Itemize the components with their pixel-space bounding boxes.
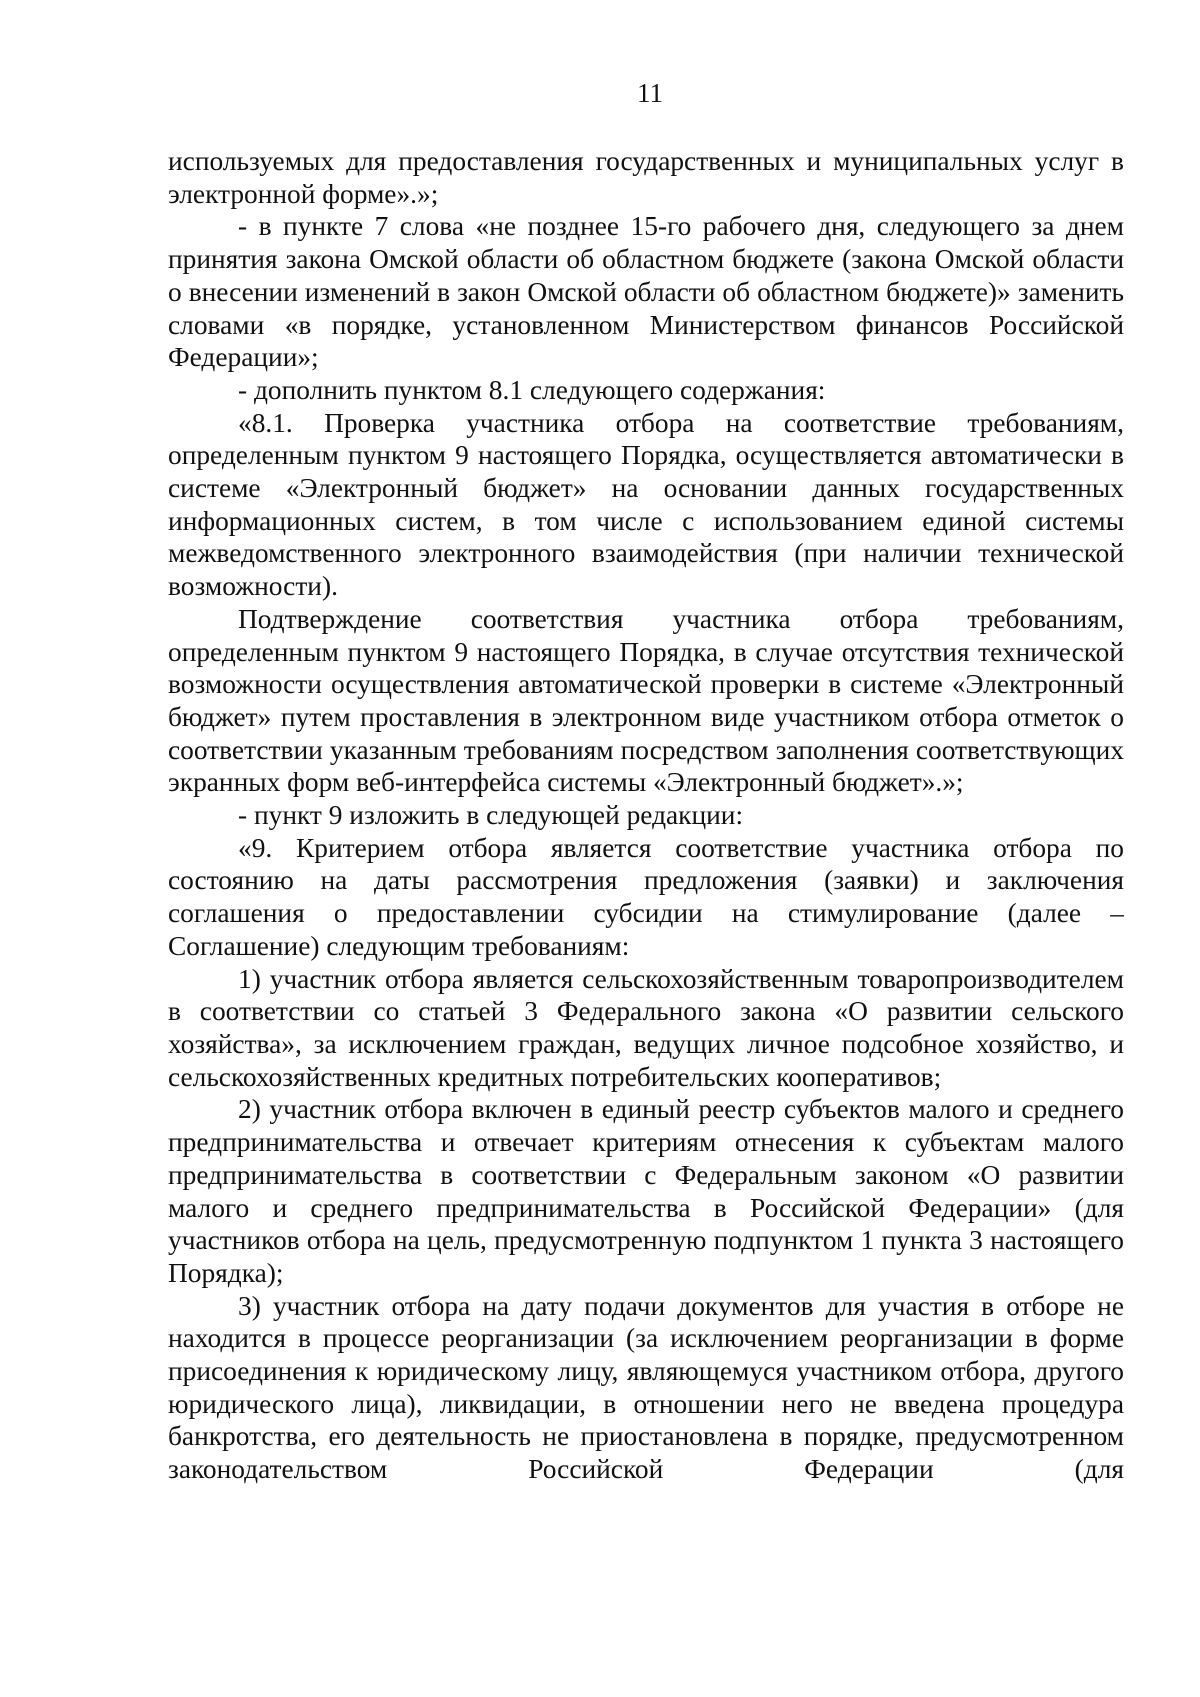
paragraph-item-7: - в пункте 7 слова «не позднее 15-го рабочего дня, следующего за днем принятия закона Омской области об областном бюджете (закона Омской области о внесении изменений в закон Омской области об областном бюджете)» заменить словами «в порядке, установленном Министерством финансов Российской Федерации»; bbox=[168, 211, 1124, 373]
document-body bbox=[168, 145, 1124, 1486]
page-number: 11 bbox=[637, 78, 663, 108]
paragraph-requirement-2: 2) участник отбора включен в единый реестр субъектов малого и среднего предпринимательства и отвечает критериям отнесения к субъектам малого предпринимательства в соответствии с Федеральным законом «О развитии малого и среднего предпринимательства в Российской Федерации» (для участников отбора на цель, предусмотренную подпунктом 1 пункта 3 настоящего Порядка); bbox=[168, 1094, 1124, 1288]
paragraph-add-8-1: - дополнить пунктом 8.1 следующего содержания: bbox=[238, 374, 826, 405]
paragraph-8-1: «8.1. Проверка участника отбора на соответствие требованиям, определенным пунктом 9 настоящего Порядка, осуществляется автоматически в системе «Электронный бюджет» на основании данных государственных информационных систем, в том числе с использованием единой системы межведомственного электронного взаимодействия (при наличии технической возможности). bbox=[168, 407, 1124, 602]
paragraph-requirement-3: 3) участник отбора на дату подачи документов для участия в отборе не находится в процессе реорганизации (за исключением реорганизации в форме присоединения к юридическому лицу, являющемуся участником отбора, другого юридического лица), ликвидации, в отношении него не введена процедура банкротства, его деятельность не приостановлена в порядке, предусмотренном законодательством Российской Федерации (для bbox=[168, 1290, 1124, 1485]
paragraph-item-9-intro: - пункт 9 изложить в следующей редакции: bbox=[238, 800, 744, 831]
paragraph-requirement-1: 1) участник отбора является сельскохозяйственным товаропроизводителем в соответствии со статьей 3 Федерального закона «О развитии сельского хозяйства», за исключением граждан, ведущих личное подсобное хозяйство, и сельскохозяйственных кредитных потребительских кооперативов; bbox=[168, 963, 1124, 1092]
paragraph-9: «9. Критерием отбора является соответствие участника отбора по состоянию на даты рассмотрения предложения (заявки) и заключения соглашения о предоставлении субсидии на стимулирование (далее – Соглашение) следующим требованиям: bbox=[168, 832, 1124, 961]
paragraph-confirmation: Подтверждение соответствия участника отбора требованиям, определенным пунктом 9 настоящего Порядка, в случае отсутствия технической возможности осуществления автоматической проверки в системе «Электронный бюджет» путем проставления в электронном виде участником отбора отметок о соответствии указанным требованиям посредством заполнения соответствующих экранных форм веб-интерфейса системы «Электронный бюджет».»; bbox=[168, 603, 1124, 798]
paragraph-continuation: используемых для предоставления государственных и муниципальных услуг в электронной форме».»; bbox=[168, 146, 1124, 209]
